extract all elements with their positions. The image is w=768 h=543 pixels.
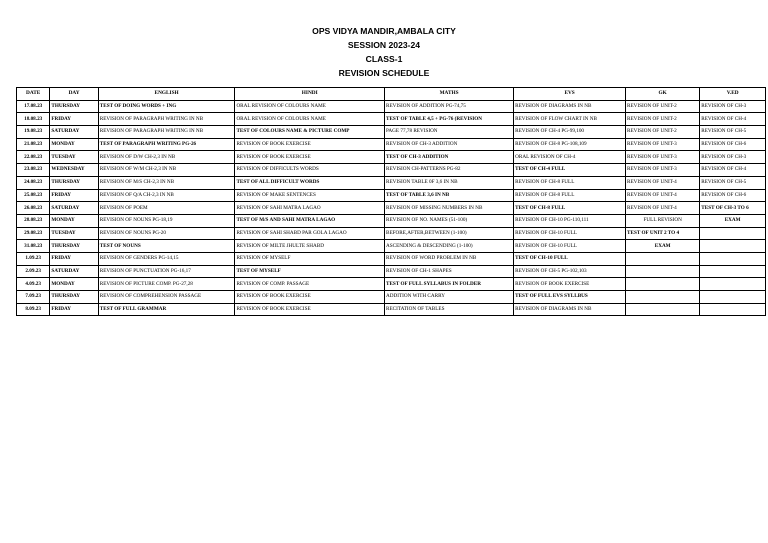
session-label: SESSION 2023-24 bbox=[347, 40, 421, 50]
maths-cell: PAGE 77,78 REVISION bbox=[385, 126, 514, 139]
english-cell: REVISION OF D/W CH-2,3 IN NB bbox=[98, 151, 235, 164]
table-row bbox=[17, 151, 766, 164]
english-cell: TEST OF FULL GRAMMAR bbox=[98, 303, 235, 316]
column-header-ved: V.ED bbox=[700, 88, 766, 101]
date-cell: 8.09.23 bbox=[17, 303, 50, 316]
day-cell: TUESDAY bbox=[50, 151, 98, 164]
column-header-date: DATE bbox=[17, 88, 50, 101]
english-cell: TEST OF DOING WORDS + ING bbox=[98, 100, 235, 113]
maths-cell: RECITATION OF TABLES bbox=[385, 303, 514, 316]
table-row bbox=[17, 164, 766, 177]
hindi-cell: REVISION OF BOOK EXERCISE bbox=[235, 151, 385, 164]
maths-cell: TEST OF TABLE 4,5 + PG-76 (REVISION bbox=[385, 113, 514, 126]
maths-cell: TEST OF CH-3 ADDITION bbox=[385, 151, 514, 164]
hindi-cell: TEST OF COLOURS NAME & PICTURE COMP bbox=[235, 126, 385, 139]
page-title: REVISION SCHEDULE bbox=[338, 68, 430, 78]
gk-cell bbox=[626, 291, 700, 304]
date-cell: 23.08.23 bbox=[17, 164, 50, 177]
gk-cell: REVISION OF UNIT-2 bbox=[626, 126, 700, 139]
maths-cell: REVISION OF CH-1 SHAPES bbox=[385, 265, 514, 278]
hindi-cell: REVISION OF SAHI SHABD PAR GOLA LAGAO bbox=[235, 227, 385, 240]
date-cell: 4.09.23 bbox=[17, 278, 50, 291]
column-header-gk: GK bbox=[626, 88, 700, 101]
maths-cell: REVISION OF WORD PROBLEM IN NB bbox=[385, 252, 514, 265]
column-header-day: DAY bbox=[50, 88, 98, 101]
table-row bbox=[17, 227, 766, 240]
english-cell: REVISION OF NOUNS PG-18,19 bbox=[98, 214, 235, 227]
table-row bbox=[17, 202, 766, 215]
table-row bbox=[17, 126, 766, 139]
ved-cell bbox=[700, 291, 766, 304]
english-cell: REVISION OF PUNCTUATION PG-16,17 bbox=[98, 265, 235, 278]
gk-cell bbox=[626, 265, 700, 278]
date-cell: 17.08.23 bbox=[17, 100, 50, 113]
evs-cell: TEST OF FULL EVS SYLLBUS bbox=[514, 291, 626, 304]
maths-cell: REVISION OF ADDITION PG-74,75 bbox=[385, 100, 514, 113]
table-row bbox=[17, 176, 766, 189]
table-row bbox=[17, 214, 766, 227]
ved-cell bbox=[700, 252, 766, 265]
english-cell: REVISION OF PARAGRAPH WRITING IN NB bbox=[98, 126, 235, 139]
day-cell: SATURDAY bbox=[50, 265, 98, 278]
ved-cell: REVISION OF CH-3 bbox=[700, 100, 766, 113]
column-header-hindi: HINDI bbox=[235, 88, 385, 101]
gk-cell: REVISION OF UNIT-3 bbox=[626, 164, 700, 177]
evs-cell: REVISION OF FLOW CHART IN NB bbox=[514, 113, 626, 126]
hindi-cell: TEST OF MYSELF bbox=[235, 265, 385, 278]
ved-cell bbox=[700, 265, 766, 278]
maths-cell: REVISION OF MISSING NUMBERS IN NB bbox=[385, 202, 514, 215]
table-row bbox=[17, 189, 766, 202]
hindi-cell: REVISION OF MYSELF bbox=[235, 252, 385, 265]
ved-cell: REVISION OF CH-5 bbox=[700, 126, 766, 139]
evs-cell: TEST OF CH-4 FULL bbox=[514, 164, 626, 177]
evs-cell: REVISION OF CH-10 FULL bbox=[514, 240, 626, 253]
hindi-cell: REVISION OF DIFFICULTS WORDS bbox=[235, 164, 385, 177]
ved-cell: REVISION OF CH-3 bbox=[700, 151, 766, 164]
column-header-evs: EVS bbox=[514, 88, 626, 101]
gk-cell: REVISION OF UNIT-4 bbox=[626, 176, 700, 189]
evs-cell: REVISION OF CH-10 PG-110,111 bbox=[514, 214, 626, 227]
day-cell: FRIDAY bbox=[50, 113, 98, 126]
ved-cell bbox=[700, 227, 766, 240]
english-cell: REVISION OF W/M CH-2,3 IN NB bbox=[98, 164, 235, 177]
date-cell: 1.09.23 bbox=[17, 252, 50, 265]
evs-cell: REVISION OF CH-8 FULL bbox=[514, 176, 626, 189]
gk-cell: EXAM bbox=[626, 240, 700, 253]
school-name: OPS VIDYA MANDIR,AMBALA CITY bbox=[312, 26, 456, 36]
hindi-cell: REVISION OF COMP. PASSAGE bbox=[235, 278, 385, 291]
evs-cell: REVISION OF DIAGRAMS IN NB bbox=[514, 303, 626, 316]
table-row bbox=[17, 278, 766, 291]
hindi-cell: ORAL REVISION OF COLOURS NAME bbox=[235, 113, 385, 126]
ved-cell: REVISION OF CH-5 bbox=[700, 176, 766, 189]
ved-cell: REVISION OF CH-6 bbox=[700, 189, 766, 202]
hindi-cell: REVISION OF MILTE JHULTE SHABD bbox=[235, 240, 385, 253]
date-cell: 2.09.23 bbox=[17, 265, 50, 278]
day-cell: MONDAY bbox=[50, 278, 98, 291]
table-header-row bbox=[17, 88, 766, 101]
day-cell: THURSDAY bbox=[50, 240, 98, 253]
maths-cell: REVISION TABLE 0F 3,6 IN NB bbox=[385, 176, 514, 189]
hindi-cell: REVISION OF BOOK EXERCISE bbox=[235, 303, 385, 316]
table-row bbox=[17, 303, 766, 316]
column-header-maths: MATHS bbox=[385, 88, 514, 101]
date-cell: 21.08.23 bbox=[17, 138, 50, 151]
maths-cell: TEST OF TABLE 3,6 IN NB bbox=[385, 189, 514, 202]
hindi-cell: REVISION OF BOOK EXERCISE bbox=[235, 138, 385, 151]
table-row bbox=[17, 265, 766, 278]
ved-cell: TEST OF CH-3 TO 6 bbox=[700, 202, 766, 215]
revision-schedule-table bbox=[16, 87, 766, 316]
gk-cell: REVISION OF UNIT-4 bbox=[626, 202, 700, 215]
english-cell: REVISION OF NOUNS PG-20 bbox=[98, 227, 235, 240]
date-cell: 26.08.23 bbox=[17, 202, 50, 215]
english-cell: TEST OF NOUNS bbox=[98, 240, 235, 253]
gk-cell bbox=[626, 303, 700, 316]
gk-cell: REVISION OF UNIT-3 bbox=[626, 138, 700, 151]
gk-cell: TEST OF UNIT 2 TO 4 bbox=[626, 227, 700, 240]
ved-cell bbox=[700, 303, 766, 316]
day-cell: SATURDAY bbox=[50, 202, 98, 215]
date-cell: 29.08.23 bbox=[17, 227, 50, 240]
table-row bbox=[17, 113, 766, 126]
date-cell: 25.08.23 bbox=[17, 189, 50, 202]
ved-cell: REVISION OF CH-6 bbox=[700, 138, 766, 151]
day-cell: TUESDAY bbox=[50, 227, 98, 240]
day-cell: FRIDAY bbox=[50, 252, 98, 265]
table-row bbox=[17, 240, 766, 253]
evs-cell: REVISION OF DIAGRAMS IN NB bbox=[514, 100, 626, 113]
english-cell: REVISION OF M/S CH-2,3 IN NB bbox=[98, 176, 235, 189]
day-cell: WEDNESDAY bbox=[50, 164, 98, 177]
day-cell: MONDAY bbox=[50, 214, 98, 227]
evs-cell: REVISION OF CH-4 PG-99,100 bbox=[514, 126, 626, 139]
hindi-cell: REVISION OF SAHI MATRA LAGAO bbox=[235, 202, 385, 215]
class-label: CLASS-1 bbox=[365, 54, 403, 64]
hindi-cell: REVISION OF BOOK EXERCISE bbox=[235, 291, 385, 304]
ved-cell bbox=[700, 240, 766, 253]
evs-cell: REVISION OF BOOK EXERCISE bbox=[514, 278, 626, 291]
hindi-cell: TEST OF ALL DIFFICULT WORDS bbox=[235, 176, 385, 189]
evs-cell: TEST OF CH-10 FULL bbox=[514, 252, 626, 265]
table-row bbox=[17, 100, 766, 113]
evs-cell: REVISION OF CH-8 FULL bbox=[514, 189, 626, 202]
gk-cell: REVISION OF UNIT-2 bbox=[626, 113, 700, 126]
maths-cell: BEFORE,AFTER,BETWEEN (1-100) bbox=[385, 227, 514, 240]
evs-cell: ORAL REVISION OF CH-4 bbox=[514, 151, 626, 164]
english-cell: REVISION OF PICTURE COMP. PG-27,28 bbox=[98, 278, 235, 291]
date-cell: 19.08.23 bbox=[17, 126, 50, 139]
day-cell: FRIDAY bbox=[50, 303, 98, 316]
ved-cell bbox=[700, 278, 766, 291]
gk-cell: REVISION OF UNIT-4 bbox=[626, 189, 700, 202]
gk-cell: REVISION OF UNIT-2 bbox=[626, 100, 700, 113]
date-cell: 7.09.23 bbox=[17, 291, 50, 304]
maths-cell: REVISION OF NO. NAMES (51-100) bbox=[385, 214, 514, 227]
date-cell: 24.08.23 bbox=[17, 176, 50, 189]
hindi-cell: TEST OF M/S AND SAHI MATRA LAGAO bbox=[235, 214, 385, 227]
maths-cell: ADDITION WITH CARRY bbox=[385, 291, 514, 304]
gk-cell: REVISION OF UNIT-3 bbox=[626, 151, 700, 164]
gk-cell: FULL REVISION bbox=[626, 214, 700, 227]
day-cell: THURSDAY bbox=[50, 176, 98, 189]
hindi-cell: ORAL REVISION OF COLOURS NAME bbox=[235, 100, 385, 113]
maths-cell: REVISION CH-PATTERNS PG-82 bbox=[385, 164, 514, 177]
maths-cell: REVISION OF CH-3 ADDITION bbox=[385, 138, 514, 151]
english-cell: REVISION OF GENDERS PG-14,15 bbox=[98, 252, 235, 265]
day-cell: THURSDAY bbox=[50, 100, 98, 113]
hindi-cell: REVISION OF MAKE SENTENCES bbox=[235, 189, 385, 202]
ved-cell: REVISION OF CH-4 bbox=[700, 113, 766, 126]
day-cell: THURSDAY bbox=[50, 291, 98, 304]
date-cell: 28.08.23 bbox=[17, 214, 50, 227]
evs-cell: REVISION OF CH-5 PG-102,103 bbox=[514, 265, 626, 278]
day-cell: SATURDAY bbox=[50, 126, 98, 139]
evs-cell: REVISION OF CH-8 PG-108,109 bbox=[514, 138, 626, 151]
ved-cell: REVISION OF CH-4 bbox=[700, 164, 766, 177]
gk-cell bbox=[626, 252, 700, 265]
english-cell: REVISION OF Q/A CH-2,3 IN NB bbox=[98, 189, 235, 202]
english-cell: REVISION OF COMPREHENSION PASSAGE bbox=[98, 291, 235, 304]
date-cell: 22.08.23 bbox=[17, 151, 50, 164]
english-cell: REVISION OF POEM bbox=[98, 202, 235, 215]
date-cell: 31.08.23 bbox=[17, 240, 50, 253]
table-row bbox=[17, 138, 766, 151]
english-cell: REVISION OF PARAGRAPH WRITING IN NB bbox=[98, 113, 235, 126]
table-row bbox=[17, 291, 766, 304]
day-cell: FRIDAY bbox=[50, 189, 98, 202]
english-cell: TEST OF PARAGRAPH WRITING PG-26 bbox=[98, 138, 235, 151]
evs-cell: REVISION OF CH-10 FULL bbox=[514, 227, 626, 240]
table-row bbox=[17, 252, 766, 265]
maths-cell: TEST OF FULL SYLLABUS IN FOLDER bbox=[385, 278, 514, 291]
gk-cell bbox=[626, 278, 700, 291]
date-cell: 18.08.23 bbox=[17, 113, 50, 126]
column-header-english: ENGLISH bbox=[98, 88, 235, 101]
maths-cell: ASCENDING & DESCENDING (1-100) bbox=[385, 240, 514, 253]
day-cell: MONDAY bbox=[50, 138, 98, 151]
ved-cell: EXAM bbox=[700, 214, 766, 227]
evs-cell: TEST OF CH-8 FULL bbox=[514, 202, 626, 215]
